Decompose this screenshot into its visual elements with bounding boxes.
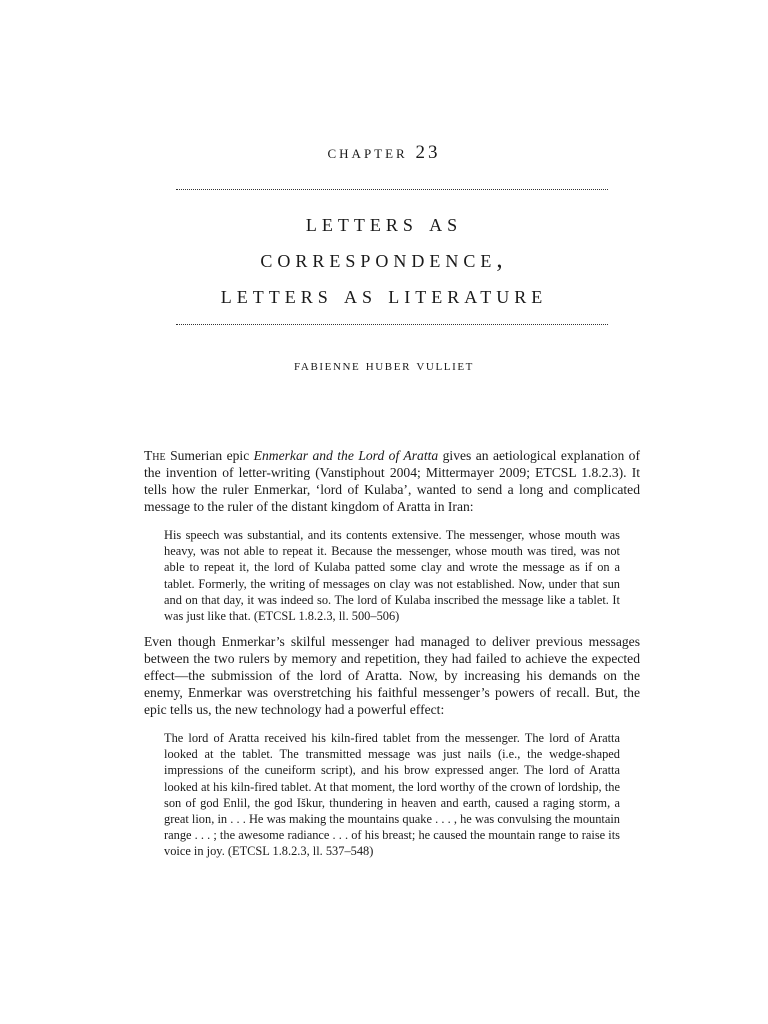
- paragraph-intro-post: gives an aetiological explanation of the invention of letter-writing (Vanstiphout 2004; Mittermayer 2009; ETCSL 1.8.2.3). It tells how the ruler Enmerkar, ‘lord of Kulaba’, wanted to send a long and complicated message to the ruler of the distant kingdom of Aratta in Iran:: [144, 448, 640, 514]
- title-line-2: correspondence,: [260, 246, 508, 273]
- chapter-label: chapter 23: [327, 142, 441, 163]
- paragraph-intro-pre: Sumerian epic: [165, 448, 254, 463]
- paragraph-intro: [144, 447, 640, 515]
- paragraph-lead-word: The: [144, 448, 166, 463]
- dotted-rule-bottom: [176, 324, 608, 325]
- author-name: fabienne huber vulliet: [294, 358, 474, 374]
- block-quote-1: His speech was substantial, and its contents extensive. The messenger, whose mouth was heavy, was not able to repeat it. Because the messenger, whose mouth was tired, was not able to repeat it, the lord of Kulaba patted some clay and wrote the message as if on a tablet. Formerly, the writing of messages on clay was not established. Now, under that sun and on that day, it was indeed so. The lord of Kulaba inscribed the message like a tablet. It was just like that. (ETCSL 1.8.2.3, ll. 500–506): [164, 528, 620, 624]
- paragraph-second: Even though Enmerkar’s skilful messenger had managed to deliver previous messages between the two rulers by memory and repetition, they had failed to achieve the expected effect—the submission of the lord of Aratta. Now, by increasing his demands on the enemy, Enmerkar was overstretching his faithful messenger’s powers of recall. But, the epic tells us, the new technology had a powerful effect:: [144, 634, 640, 717]
- work-title-italic: Enmerkar and the Lord of Aratta: [253, 448, 439, 463]
- block-quote-2: The lord of Aratta received his kiln-fired tablet from the messenger. The lord of Aratta looked at the tablet. The transmitted message was just nails (i.e., the wedge-shaped impressions of the cuneiform script), and his brow expressed anger. The lord of Aratta looked at his kiln-fired tablet. At that moment, the lord worthy of the crown of lordship, the son of god Enlil, the god Iškur, thundering in heaven and earth, caused a raging storm, a great lion, in . . . He was making the mountains quake . . . , he was convulsing the mountain range . . . ; the awesome radiance . . . of his breast; he caused the mountain range to raise its voice in joy. (ETCSL 1.8.2.3, ll. 537–548): [164, 731, 620, 859]
- chapter-title: [0, 206, 768, 314]
- title-line-3: letters as literature: [220, 282, 548, 309]
- dotted-rule-top: [176, 189, 608, 190]
- title-line-1: letters as: [305, 210, 463, 237]
